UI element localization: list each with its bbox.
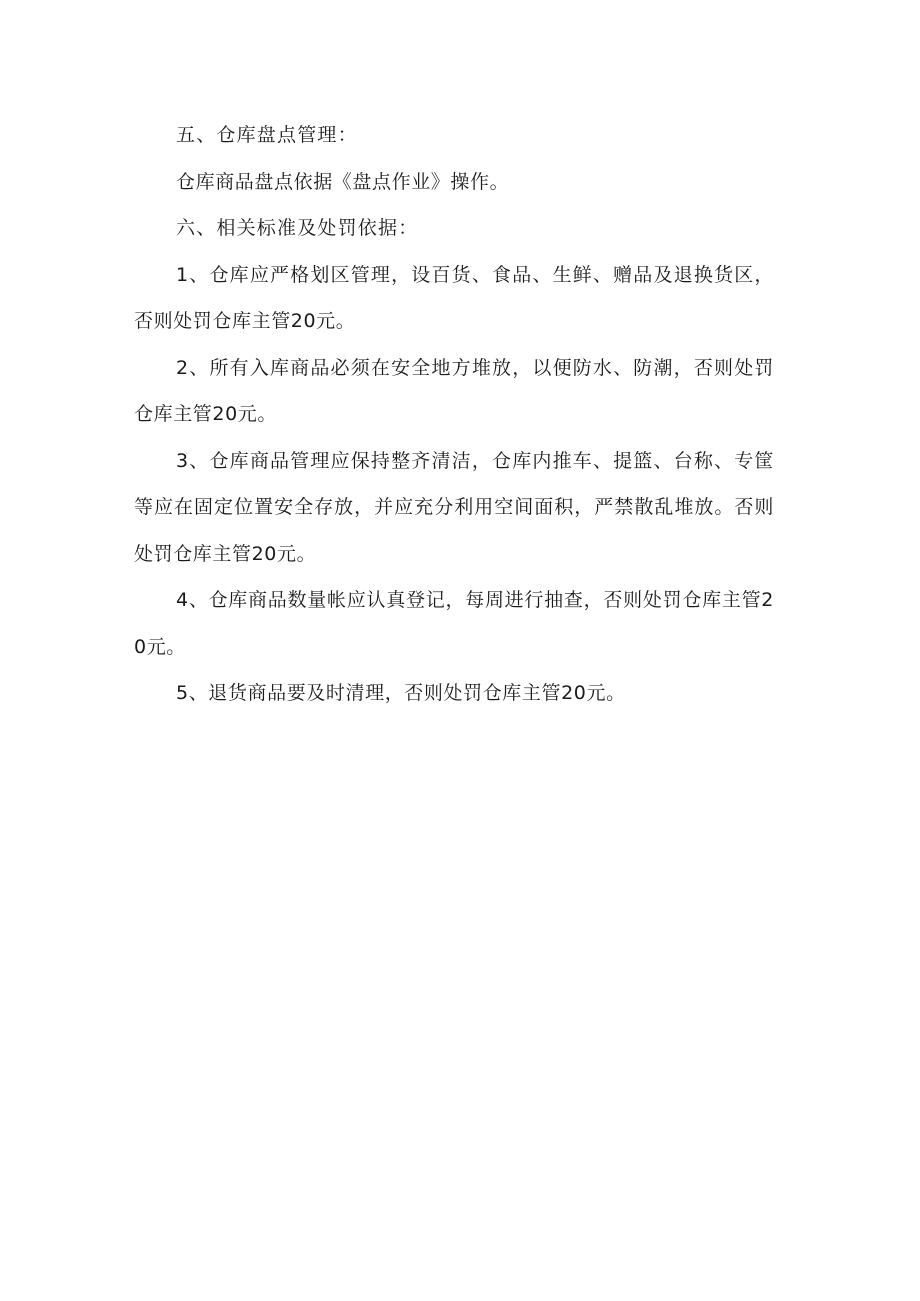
rule-item-1: 1、仓库应严格划区管理，设百货、食品、生鲜、赠品及退换货区，否则处罚仓库主管20元。 <box>134 263 774 332</box>
paragraph-inventory-procedure: 仓库商品盘点依据《盘点作业》操作。 <box>176 170 510 193</box>
section-heading-inventory: 五、仓库盘点管理： <box>176 124 358 146</box>
rule-item-3: 3、仓库商品管理应保持整齐清洁，仓库内推车、提篮、台称、专筐等应在固定位置安全存放，并应充分利用空间面积，严禁散乱堆放。否则处罚仓库主管20元。 <box>134 449 774 565</box>
rule-item-4: 4、仓库商品数量帐应认真登记，每周进行抽查，否则处罚仓库主管20元。 <box>134 589 774 658</box>
rule-item-2: 2、所有入库商品必须在安全地方堆放，以便防水、防潮，否则处罚仓库主管20元。 <box>134 356 774 425</box>
document-body <box>134 112 774 717</box>
section-heading-standards: 六、相关标准及处罚依据： <box>176 217 419 239</box>
rule-item-5: 5、退货商品要及时清理，否则处罚仓库主管20元。 <box>176 682 626 704</box>
